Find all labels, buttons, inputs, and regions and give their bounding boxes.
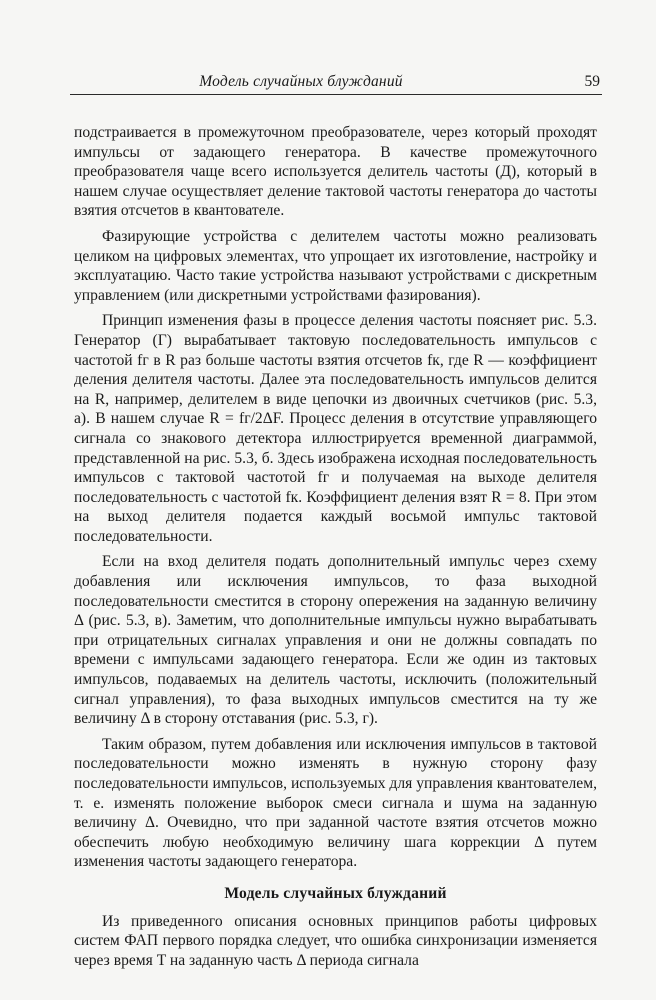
running-title: Модель случайных блужданий: [199, 73, 403, 90]
paragraph-pulse-addition: Если на вход делителя подать дополнительный импульс через схему добавления или исключения импульсов, то фаза выходной последовательности сместится в сторону опережения на заданную величину Δ (рис. 5.3, в). Заметим, что дополнительные импульсы нужно вырабатывать при отрицательных сигналах управления и они не должны совпадать по времени с импульсами задающего генератора. Если же один из тактовых импульсов, подаваемых на делитель частоты, исключить (положительный сигнал управления), то фаза выходных импульсов сместится на ту же величину Δ в сторону отставания (рис. 5.3, г).: [74, 553, 597, 728]
paragraph-continuation: подстраивается в промежуточном преобразователе, через который проходят импульсы от задающего генератора. В качестве промежуточного преобразователя чаще всего используется делитель частоты (Д), который в нашем случае осуществляет деление тактовой частоты генератора до частоты взятия отсчетов в квантователе.: [74, 124, 597, 220]
running-header: [70, 66, 602, 95]
paragraph-conclusion: Таким образом, путем добавления или исключения импульсов в тактовой последовательности можно изменять в нужную сторону фазу последовательности импульсов, используемых для управления квантователем, т. е. изменять положение выборок смеси сигнала и шума на заданную величину Δ. Очевидно, что при заданной частоте взятия отсчетов можно обеспечить любую необходимую величину шага коррекции Δ путем изменения частоты задающего генератора.: [74, 735, 597, 871]
body-text: [74, 123, 597, 976]
page-number: 59: [584, 73, 600, 90]
paragraph-frequency-division: Принцип изменения фазы в процессе деления частоты поясняет рис. 5.3. Генератор (Г) вырабатывает тактовую последовательность импульсов с частотой fг в R раз больше частоты взятия отсчетов fк, где R — коэффициент деления делителя частоты. Далее эта последовательность импульсов делится на R, например, делителем в виде цепочки из двоичных счетчиков (рис. 5.3, а). В нашем случае R = fг/2ΔF. Процесс деления в отсутствие управляющего сигнала со знакового детектора иллюстрируется временной диаграммой, представленной на рис. 5.3, б. Здесь изображена исходная последовательность импульсов с тактовой частотой fг и получаемая на выходе делителя последовательность с частотой fк. Коэффициент деления взят R = 8. При этом на выход делителя подается каждый восьмой импульс тактовой последовательности.: [74, 312, 597, 545]
paragraph-section-intro: Из приведенного описания основных принципов работы цифровых систем ФАП первого порядка следует, что ошибка синхронизации изменяется через время T на заданную часть Δ периода сигнала: [74, 912, 597, 969]
section-heading: Модель случайных блужданий: [224, 884, 447, 902]
paragraph-phasing-devices: Фазирующие устройства с делителем частоты можно реализовать целиком на цифровых элементах, что упрощает их изготовление, настройку и эксплуатацию. Часто такие устройства называют устройствами с дискретным управлением (или дискретными устройствами фазирования).: [74, 227, 597, 304]
